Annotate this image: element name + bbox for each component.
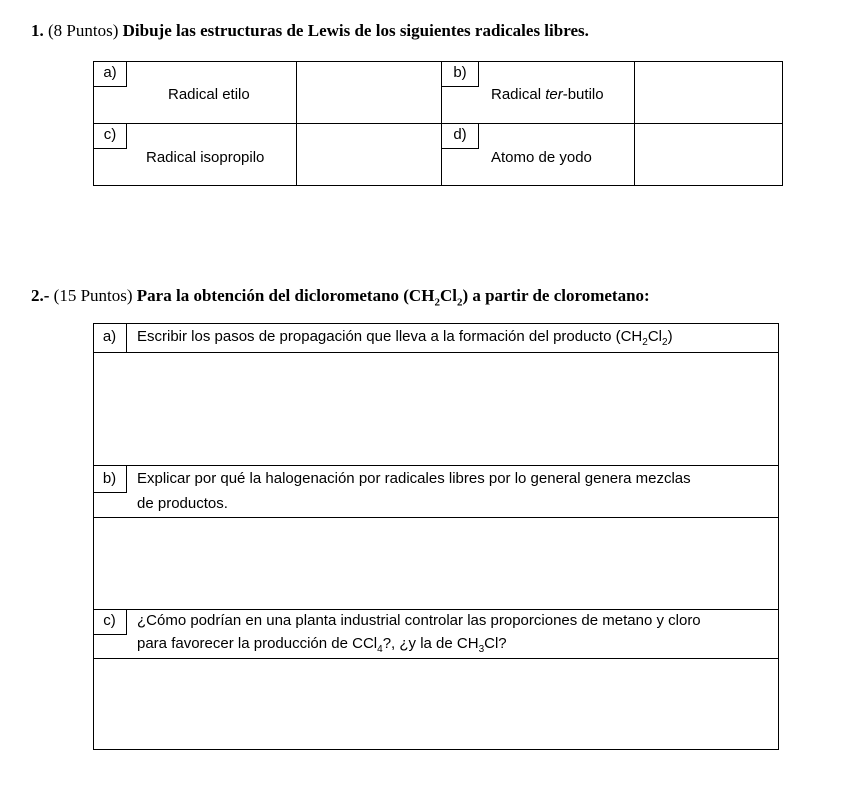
q1-item-a-label: Radical etilo (168, 86, 250, 103)
q2-part-a-letter: a) (102, 328, 117, 345)
q2-part-b-answer-area[interactable] (94, 518, 778, 609)
q1-item-a-letter: a) (103, 64, 117, 81)
q2-part-c-letter: c) (103, 612, 116, 629)
q2-points: (15 Puntos) (53, 286, 133, 305)
q1-item-c-letter: c) (103, 126, 117, 143)
q2-part-a-answer-area[interactable] (94, 353, 778, 465)
q1-instruction: Dibuje las estructuras de Lewis de los siguientes radicales libres. (122, 21, 589, 40)
q1-item-b-letter: b) (453, 64, 467, 81)
q2-number: 2.- (31, 286, 50, 305)
q2-instruction: Para la obtención del diclorometano $(CH_2Cl_2)$ a partir de clorometano: (136, 286, 650, 309)
q1-item-c-label: Radical isopropilo (146, 149, 265, 166)
q1-item-d-label: Atomo de yodo (491, 149, 592, 166)
q2-part-c-answer-area[interactable] (94, 659, 778, 749)
q1-item-b-label: Radical ter-butilo (491, 86, 604, 103)
q1-number: 1. (31, 21, 44, 40)
q2-part-a-text: Escribir los pasos de propagación que lleva a la formación del producto $(CH_2Cl_2)$ (137, 328, 673, 348)
q2-part-c-line1: ¿Cómo podrían en una planta industrial controlar las proporciones de metano y cloro (137, 612, 701, 629)
q1-points: (8 Puntos) (48, 21, 119, 40)
q2-part-b-letter: b) (102, 470, 117, 487)
q2-part-b-line1: Explicar por qué la halogenación por radicales libres por lo general genera mezclas (137, 470, 691, 487)
q2-part-b-line2: de productos. (137, 495, 228, 512)
q2-part-c-line2: para favorecer la producción de CCl$_4$?, ¿y la de $CH_3Cl$? (137, 635, 507, 655)
q1-item-d-letter: d) (453, 126, 467, 143)
